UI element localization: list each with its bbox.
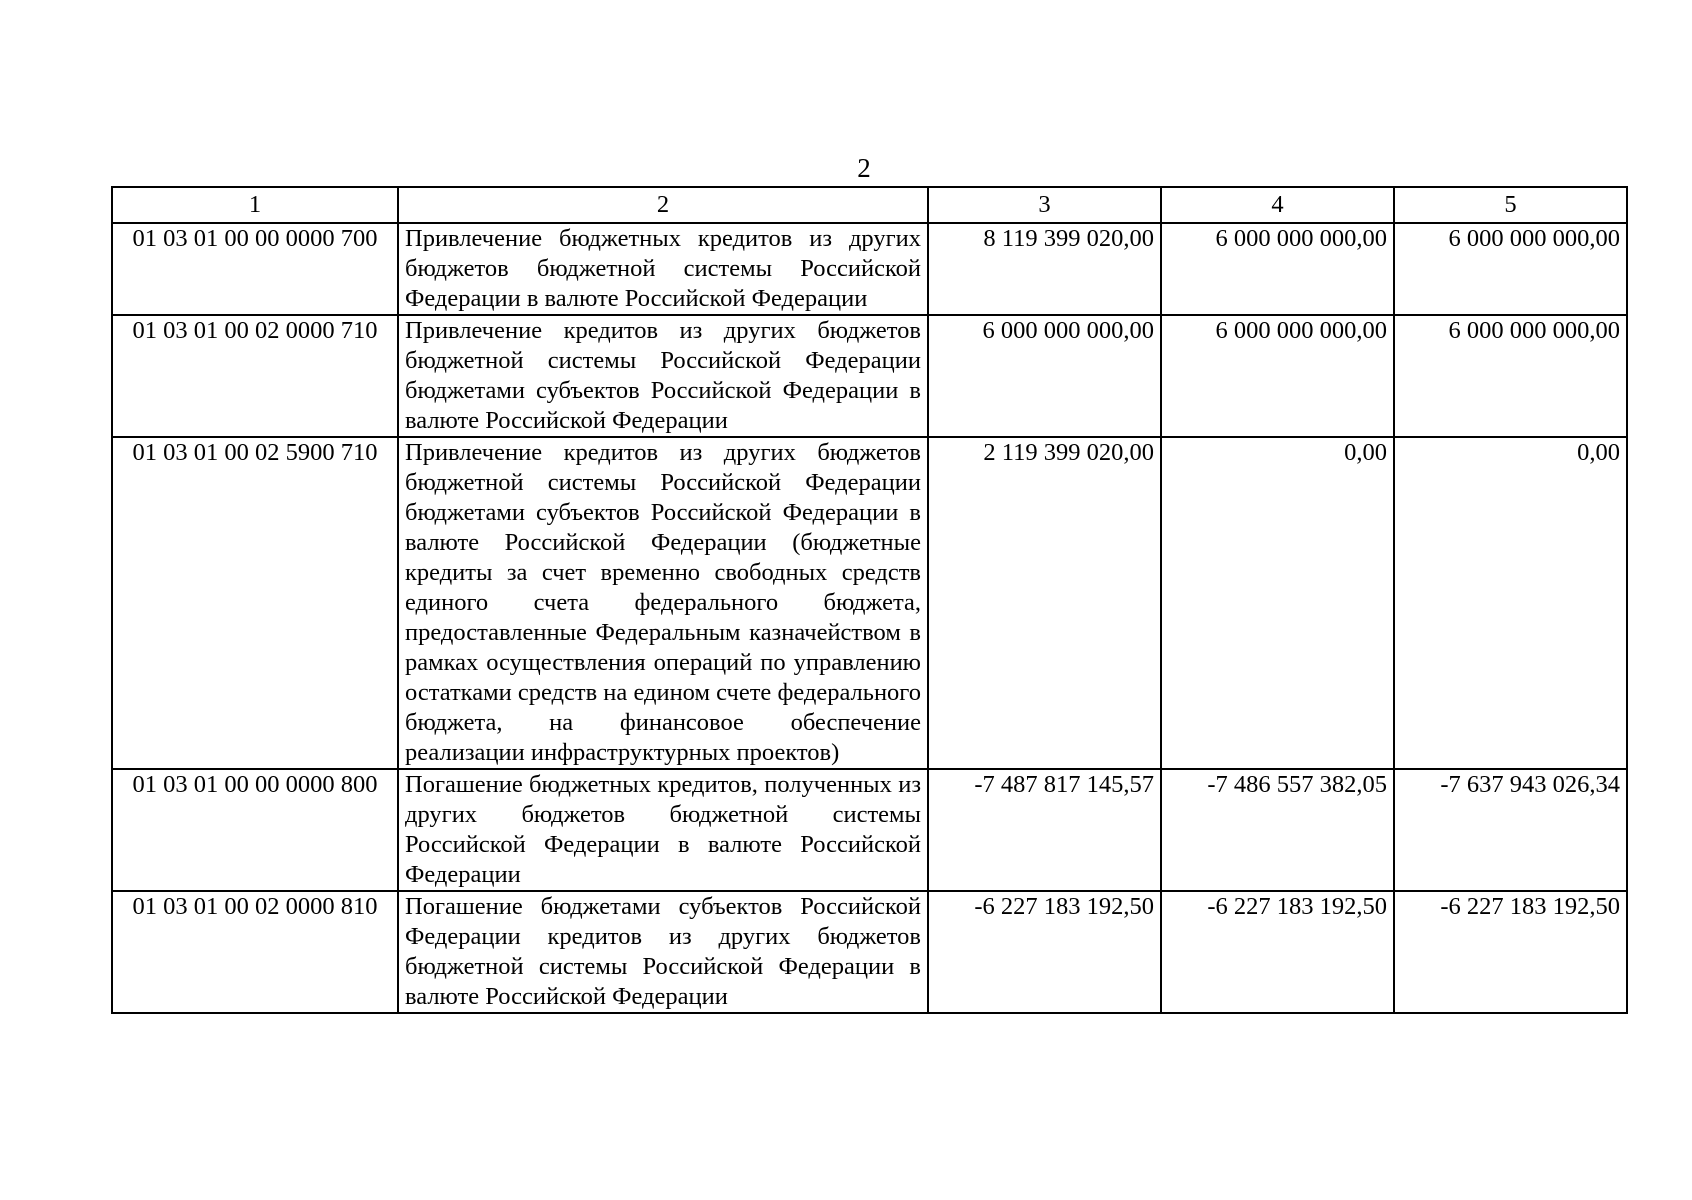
- table-row: [112, 769, 1627, 891]
- row-value-col3: 6 000 000 000,00: [928, 315, 1161, 437]
- column-header-4: 4: [1161, 187, 1394, 223]
- column-header-3: 3: [928, 187, 1161, 223]
- row-code: 01 03 01 00 02 5900 710: [112, 437, 398, 769]
- row-name: Привлечение кредитов из других бюджетов бюджетной системы Российской Федерации бюджетами субъектов Российской Федерации в валюте Российской Федерации (бюджетные кредиты за счет временно свободных средств единого счета федерального бюджета, предоставленные Федеральным казначейством в рамках осуществления операций по управлению остатками средств на едином счете федерального бюджета, на финансовое обеспечение реализации инфраструктурных проектов): [398, 437, 928, 769]
- row-value-col3: 8 119 399 020,00: [928, 223, 1161, 315]
- row-value-col4: 6 000 000 000,00: [1161, 223, 1394, 315]
- table-row: [112, 315, 1627, 437]
- column-header-1: 1: [112, 187, 398, 223]
- row-code: 01 03 01 00 02 0000 710: [112, 315, 398, 437]
- column-header-2: 2: [398, 187, 928, 223]
- table-row: [112, 437, 1627, 769]
- row-name: Погашение бюджетами субъектов Российской Федерации кредитов из других бюджетов бюджетной системы Российской Федерации в валюте Российской Федерации: [398, 891, 928, 1013]
- row-value-col5: 0,00: [1394, 437, 1627, 769]
- row-code: 01 03 01 00 00 0000 700: [112, 223, 398, 315]
- row-value-col5: 6 000 000 000,00: [1394, 315, 1627, 437]
- table-header-row: [112, 187, 1627, 223]
- row-value-col3: 2 119 399 020,00: [928, 437, 1161, 769]
- row-name: Погашение бюджетных кредитов, полученных из других бюджетов бюджетной системы Российской Федерации в валюте Российской Федерации: [398, 769, 928, 891]
- row-code: 01 03 01 00 00 0000 800: [112, 769, 398, 891]
- row-value-col3: -7 487 817 145,57: [928, 769, 1161, 891]
- row-value-col5: -7 637 943 026,34: [1394, 769, 1627, 891]
- row-value-col4: -6 227 183 192,50: [1161, 891, 1394, 1013]
- row-value-col3: -6 227 183 192,50: [928, 891, 1161, 1013]
- row-value-col4: 6 000 000 000,00: [1161, 315, 1394, 437]
- budget-sources-table: [111, 186, 1628, 1014]
- column-header-5: 5: [1394, 187, 1627, 223]
- table-row: [112, 223, 1627, 315]
- row-code: 01 03 01 00 02 0000 810: [112, 891, 398, 1013]
- row-name: Привлечение бюджетных кредитов из других бюджетов бюджетной системы Российской Федерации в валюте Российской Федерации: [398, 223, 928, 315]
- row-value-col5: 6 000 000 000,00: [1394, 223, 1627, 315]
- row-value-col4: 0,00: [1161, 437, 1394, 769]
- row-value-col4: -7 486 557 382,05: [1161, 769, 1394, 891]
- page-number: 2: [857, 153, 871, 183]
- table-row: [112, 891, 1627, 1013]
- row-value-col5: -6 227 183 192,50: [1394, 891, 1627, 1013]
- row-name: Привлечение кредитов из других бюджетов бюджетной системы Российской Федерации бюджетами субъектов Российской Федерации в валюте Российской Федерации: [398, 315, 928, 437]
